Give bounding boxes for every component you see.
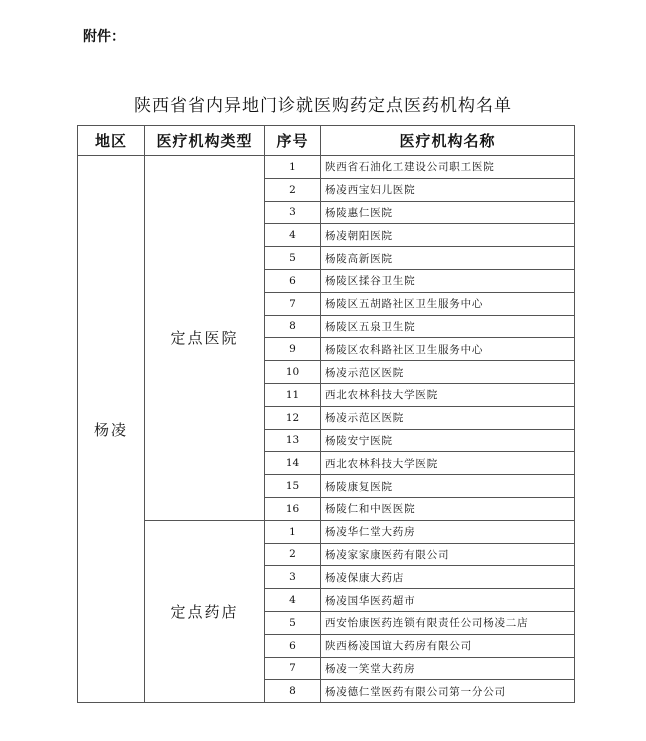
page-title: 陕西省省内异地门诊就医购药定点医药机构名单 [134,96,512,116]
institution-name-cell: 杨陵区农科路社区卫生服务中心 [321,338,575,361]
serial-number-cell: 1 [265,156,321,179]
institution-name-cell: 杨凌示范区医院 [321,361,575,384]
serial-number-cell: 13 [265,429,321,452]
serial-number-cell: 7 [265,292,321,315]
region-cell: 杨凌 [78,156,145,703]
serial-number-cell: 8 [265,315,321,338]
serial-number-cell: 4 [265,589,321,612]
serial-number-cell: 15 [265,475,321,498]
serial-number-cell: 3 [265,566,321,589]
serial-number-cell: 1 [265,520,321,543]
serial-number-cell: 11 [265,383,321,406]
institution-name-cell: 杨陵区五泉卫生院 [321,315,575,338]
institution-name-cell: 杨凌国华医药超市 [321,589,575,612]
institution-name-cell: 杨凌一笑堂大药房 [321,657,575,680]
serial-number-cell: 5 [265,247,321,270]
table-row [78,520,575,543]
serial-number-cell: 8 [265,680,321,703]
institution-name-cell: 杨凌西宝妇儿医院 [321,178,575,201]
institution-name-cell: 杨陵安宁医院 [321,429,575,452]
serial-number-cell: 14 [265,452,321,475]
institution-name-cell: 西北农林科技大学医院 [321,452,575,475]
serial-number-cell: 16 [265,497,321,520]
header-region: 地区 [78,126,145,156]
institution-name-cell: 杨陵区揉谷卫生院 [321,269,575,292]
institution-type-cell: 定点药店 [145,520,265,702]
attachment-label: 附件： [83,29,125,45]
serial-number-cell: 2 [265,178,321,201]
institution-table [77,125,575,703]
institution-name-cell: 杨陵惠仁医院 [321,201,575,224]
serial-number-cell: 5 [265,611,321,634]
header-serial-number: 序号 [265,126,321,156]
serial-number-cell: 12 [265,406,321,429]
serial-number-cell: 6 [265,634,321,657]
institution-name-cell: 杨凌家家康医药有限公司 [321,543,575,566]
institution-name-cell: 陕西杨凌国谊大药房有限公司 [321,634,575,657]
institution-type-cell: 定点医院 [145,156,265,521]
serial-number-cell: 6 [265,269,321,292]
institution-name-cell: 杨陵康复医院 [321,475,575,498]
institution-name-cell: 杨凌德仁堂医药有限公司第一分公司 [321,680,575,703]
institution-name-cell: 杨凌华仁堂大药房 [321,520,575,543]
institution-name-cell: 西北农林科技大学医院 [321,383,575,406]
institution-name-cell: 西安怡康医药连锁有限责任公司杨凌二店 [321,611,575,634]
serial-number-cell: 7 [265,657,321,680]
header-institution-name: 医疗机构名称 [321,126,575,156]
institution-name-cell: 杨凌保康大药店 [321,566,575,589]
institution-name-cell: 杨陵区五胡路社区卫生服务中心 [321,292,575,315]
institution-name-cell: 杨凌示范区医院 [321,406,575,429]
table-row [78,156,575,179]
table-header-row [78,126,575,156]
institution-name-cell: 杨陵仁和中医医院 [321,497,575,520]
header-institution-type: 医疗机构类型 [145,126,265,156]
institution-name-cell: 杨陵高新医院 [321,247,575,270]
institution-name-cell: 杨凌朝阳医院 [321,224,575,247]
serial-number-cell: 9 [265,338,321,361]
serial-number-cell: 2 [265,543,321,566]
serial-number-cell: 3 [265,201,321,224]
serial-number-cell: 10 [265,361,321,384]
serial-number-cell: 4 [265,224,321,247]
institution-name-cell: 陕西省石油化工建设公司职工医院 [321,156,575,179]
